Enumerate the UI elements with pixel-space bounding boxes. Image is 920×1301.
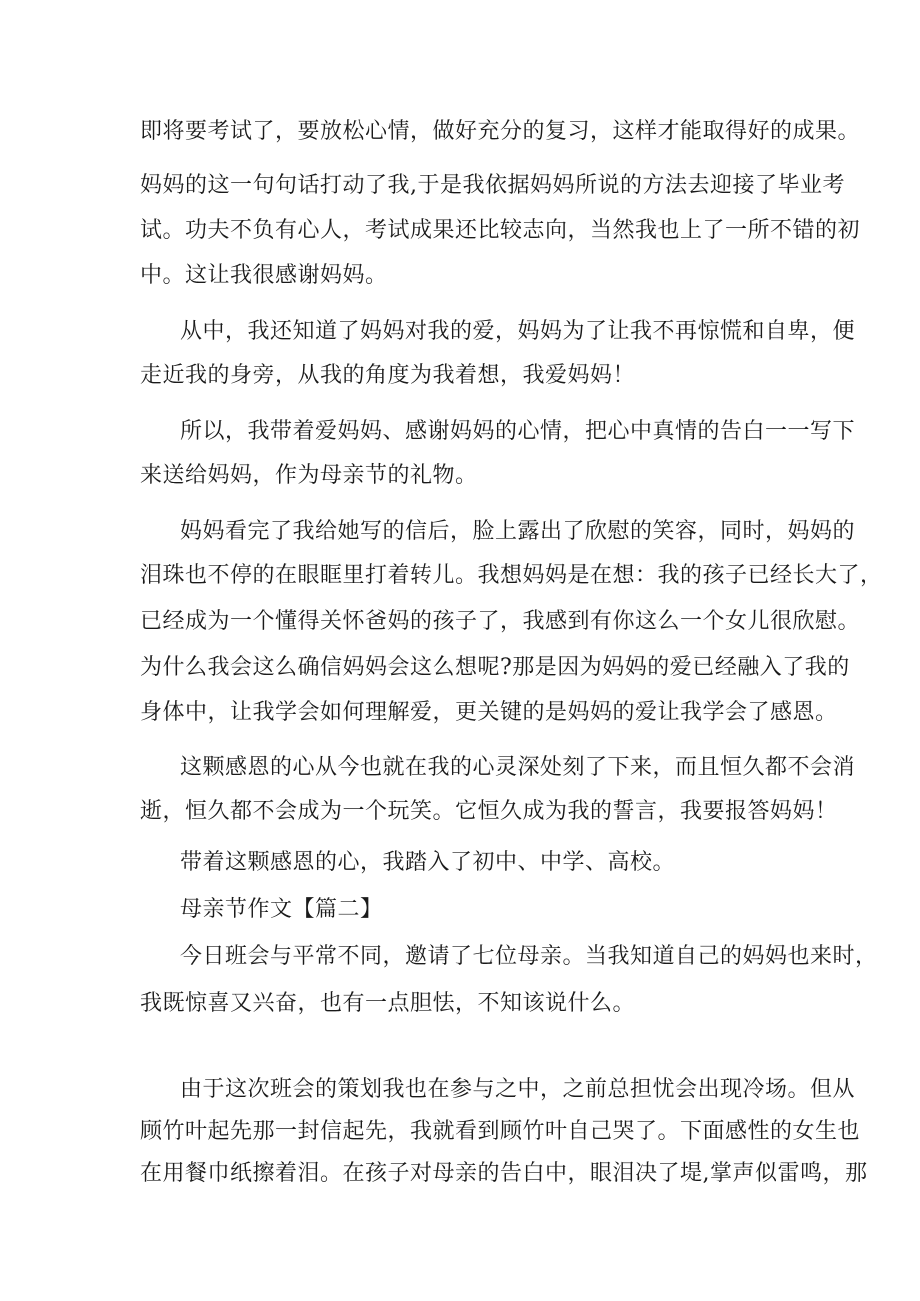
text-line: 所以，我带着爱妈妈、感谢妈妈的心情，把心中真情的告白一一写下 — [180, 419, 856, 444]
text-line: 走近我的身旁，从我的角度为我着想，我爱妈妈！ — [140, 363, 636, 388]
section-heading: 母亲节作文【篇二】 — [180, 897, 383, 922]
text-line: 带着这颗感恩的心，我踏入了初中、中学、高校。 — [180, 850, 676, 875]
text-line: 来送给妈妈，作为母亲节的礼物。 — [140, 463, 478, 488]
text-line: 即将要考试了，要放松心情，做好充分的复习，这样才能取得好的成果。 — [140, 119, 861, 144]
text-line: 妈妈的这一句句话打动了我,于是我依据妈妈所说的方法去迎接了毕业考 — [140, 173, 845, 198]
text-line: 泪珠也不停的在眼眶里打着转儿。我想妈妈是在想：我的孩子已经长大了， — [140, 563, 883, 588]
text-line: 试。功夫不负有心人，考试成果还比较志向，当然我也上了一所不错的初 — [140, 218, 861, 243]
text-line: 顾竹叶起先那一封信起先，我就看到顾竹叶自己哭了。下面感性的女生也 — [140, 1119, 861, 1144]
text-line: 身体中，让我学会如何理解爱，更关键的是妈妈的爱让我学会了感恩。 — [140, 700, 838, 725]
text-line: 今日班会与平常不同，邀请了七位母亲。当我知道自己的妈妈也来时， — [180, 944, 878, 969]
text-line: 从中，我还知道了妈妈对我的爱，妈妈为了让我不再惊慌和自卑，便 — [180, 319, 856, 344]
text-line: 逝，恒久都不会成为一个玩笑。它恒久成为我的誓言，我要报答妈妈！ — [140, 799, 838, 824]
text-line: 妈妈看完了我给她写的信后，脸上露出了欣慰的笑容，同时，妈妈的 — [180, 519, 856, 544]
text-line: 在用餐巾纸擦着泪。在孩子对母亲的告白中，眼泪决了堤,掌声似雷鸣，那 — [140, 1161, 868, 1186]
text-line: 这颗感恩的心从今也就在我的心灵深处刻了下来，而且恒久都不会消 — [180, 755, 856, 780]
text-line: 由于这次班会的策划我也在参与之中，之前总担忧会出现冷场。但从 — [180, 1077, 856, 1102]
text-line: 我既惊喜又兴奋，也有一点胆怯，不知该说什么。 — [140, 991, 636, 1016]
text-line: 为什么我会这么确信妈妈会这么想呢?那是因为妈妈的爱已经融入了我的 — [140, 655, 850, 680]
text-line: 已经成为一个懂得关怀爸妈的孩子了，我感到有你这么一个女儿很欣慰。 — [140, 609, 861, 634]
text-line: 中。这让我很感谢妈妈。 — [140, 263, 388, 288]
